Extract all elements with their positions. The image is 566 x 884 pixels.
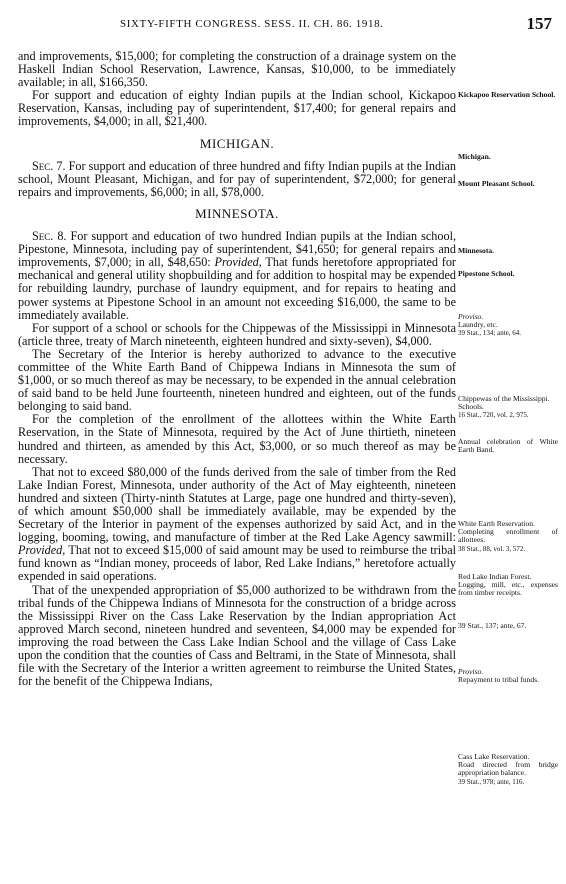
note-subtitle: Completing enrollment of allottees. [458,527,558,545]
margin-note-red-lake [458,573,558,598]
section-text: That funds heretofore appropriated for mechanical and general utility shopbuilding and for addition to hospital may be expended for rebuilding laundry, purchase of laundry equipment, and for repairs to heating and power systems at Pipestone School in an amount not exceeding $16,000, the same to be immediately available. [18,255,456,322]
paragraph-chippewa-schools: For support of a school or schools for the Chippewas of the Mississippi in Minnesota (article three, treaty of March nineteenth, eighteen hundred and sixty-seven), $4,000. [18,320,456,348]
note-title: Red Lake Indian Forest. [458,572,532,581]
note-subtitle: Schools. [458,402,484,412]
provided-label: Provided, [214,255,262,270]
running-head: SIXTY-FIFTH CONGRESS. SESS. II. CH. 86. 1918. [120,18,384,30]
heading-michigan: MICHIGAN. [199,135,275,151]
paragraph-kickapoo: For support and education of eighty Indian pupils at the Indian school, Kickapoo Reservation, Kansas, including pay of superintendent, $17,400; for general repairs and improvements, $4,000; in all, $21,400. [18,88,456,129]
note-subtitle: Logging, mill, etc., expenses from timber receipts. [458,580,558,598]
paragraph-haskell-continuation: and improvements, $15,000; for completing the construction of a drainage system on the Haskell Indian School Reservation, Lawrence, Kansas, $10,000, to be immediately available; in all, $166,350. [18,49,456,90]
margin-note-red-lake-citation: 39 Stat., 137; ante, 67. [458,621,527,630]
page-number: 157 [526,14,552,33]
margin-note-chippewas [458,395,558,420]
paragraph-sec-7 [18,160,456,199]
paragraph-enrollment: For the completion of the enrollment of the allottees within the White Earth Reservation, in the State of Minnesota, required by the Act of June thirtieth, nineteen hundred and thirteen, as amended by this Act, $3,000, or so much thereof as may be necessary. [18,412,456,466]
heading-minnesota: MINNESOTA. [195,205,279,221]
proviso-label: Proviso. [458,667,484,676]
margin-note-minnesota: Minnesota. [458,246,495,255]
margin-note-kickapoo: Kickapoo Reservation School. [458,90,556,99]
section-label: Sec. 7. [32,158,66,173]
margin-note-proviso-laundry [458,313,558,338]
main-text-column [18,50,456,688]
margin-note-proviso-repayment [458,668,558,684]
paragraph-text: That not to exceed $80,000 of the funds derived from the sale of timber from the Red Lake Indian Forest, Minnesota, under authority of the Act of May eighteenth, nineteen hundred and sixteen (Thirty-ninth Statutes at Large, page one hundred and thirty-seven), of which amount $50,000 shall be immediately available, may be expended by the Secretary of the Interior in payment of the expenses authorized by said Act, and in the logging, booming, towing, and manufacture of timber at the Red Lake Agency sawmill: [18,464,456,545]
section-text: For support and education of two hundred Indian pupils at the Indian school, Pipestone, Minnesota, including pay of superintendent, $41,650; for general repairs and improvements, $7,000; in all, $48,650: [18,229,457,270]
margin-note-pipestone: Pipestone School. [458,269,515,278]
paragraph-cass-lake: That of the unexpended appropriation of $5,000 authorized to be withdrawn from the tribal funds of the Chippewa Indians of Minnesota for the construction of a bridge across the Mississippi River on the Cass Lake Reservation by the Indian appropriation Act approved March second, nineteen hundred and seventeen, $4,000 may be expended for improving the road between the Cass Lake Indian School and the village of Cass Lake upon the condition that the counties of Cass and Beltrami, in the State of Minnesota, shall file with the Secretary of the Interior a written agreement to reimburse the United States, for the benefit of the Chippewa Indians, [18,582,456,689]
proviso-text: Repayment to tribal funds. [458,675,539,685]
statute-citation: 16 Stat., 720, vol. 2, 975. [458,411,529,420]
page-header [0,14,566,36]
margin-note-white-earth [458,520,558,553]
proviso-text: Laundry, etc. [458,320,498,330]
note-subtitle: Road directed from bridge appropriation balance. [458,760,558,778]
note-title: White Earth Reservation. [458,519,535,528]
paragraph-text: That not to exceed $15,000 of said amount may be used to reimburse the tribal fund known as “Indian money, proceeds of labor, Red Lake Indians,” heretofore actually expended in said operations. [18,543,456,584]
margin-note-cass-lake [458,753,558,786]
paragraph-red-lake-forest [18,466,456,584]
statute-citation: 39 Stat., 134; ante, 64. [458,329,521,338]
provided-label: Provided, [18,543,66,558]
section-text: For support and education of three hundred and fifty Indian pupils at the Indian school, Mount Pleasant, Michigan, and for pay of superintendent, $72,000; for general repairs and improvements, $6,000; in all, $78,000. [18,158,457,199]
margin-note-annual-celebration: Annual celebration of White Earth Band. [458,437,558,455]
paragraph-white-earth-celebration: The Secretary of the Interior is hereby authorized to advance to the executive committee of the White Earth Band of Chippewa Indians in Minnesota the sum of $1,000, or so much thereof as may be necessary, to be expended in the annual celebration of said band to be held June fourteenth, nineteen hundred and eighteen, out of the funds belonging to said band. [18,346,456,414]
note-title: Chippewas of the Mississippi. [458,394,550,403]
proviso-label: Proviso. [458,312,484,321]
statute-citation: 38 Stat., 88, vol. 3, 572. [458,544,526,553]
margin-note-michigan: Michigan. [458,152,491,161]
paragraph-sec-8 [18,230,456,322]
note-title: Cass Lake Reservation. [458,752,530,761]
section-label: Sec. 8. [32,229,67,244]
statute-citation: 39 Stat., 978; ante, 116. [458,777,525,786]
margin-note-mount-pleasant: Mount Pleasant School. [458,179,535,188]
